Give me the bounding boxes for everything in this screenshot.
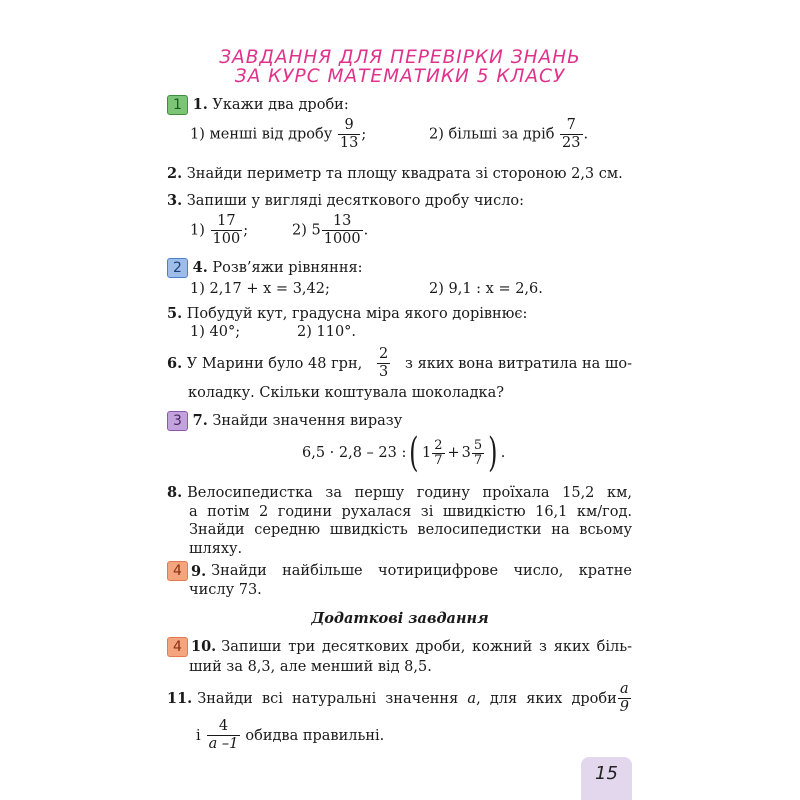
task-3-part-b bbox=[292, 213, 368, 248]
frac-den: 3 bbox=[379, 364, 389, 380]
punct: . bbox=[583, 126, 589, 143]
punct: ; bbox=[243, 222, 249, 239]
frac-num: 9 bbox=[338, 117, 360, 135]
mixed-1-fraction bbox=[432, 439, 444, 468]
task-9-text-1: Знайди найбільше чотирицифрове число, кратне bbox=[211, 562, 632, 579]
frac-den: 1000 bbox=[323, 231, 361, 247]
punct: . bbox=[363, 222, 369, 239]
task-1-part-a bbox=[190, 117, 366, 152]
label: 1) bbox=[190, 222, 205, 239]
fraction-4-a-1 bbox=[207, 718, 241, 753]
frac-num: 17 bbox=[211, 213, 243, 231]
fraction-2-3 bbox=[377, 346, 390, 381]
frac-num: 2 bbox=[379, 346, 389, 362]
task-7-text: Знайди значення виразу bbox=[212, 413, 403, 429]
frac-den: 23 bbox=[562, 135, 581, 151]
fraction-7-23 bbox=[560, 117, 582, 152]
task-10 bbox=[167, 637, 632, 677]
task-4-part-b: 2) 9,1 : x = 2,6. bbox=[429, 281, 543, 297]
mixed-2-fraction bbox=[472, 439, 484, 468]
frac-num: 2 bbox=[434, 437, 443, 453]
mixed-1-whole: 1 bbox=[421, 445, 432, 461]
punct: ; bbox=[361, 126, 367, 143]
task-6 bbox=[167, 346, 632, 401]
page-number-tab bbox=[581, 757, 632, 800]
fraction-9-13 bbox=[338, 117, 360, 152]
task-1-text: Укажи два дроби: bbox=[212, 97, 349, 113]
frac-num: a bbox=[618, 681, 631, 699]
plus-sign: + bbox=[447, 445, 460, 461]
task-8-text-3: Знайди середню швидкість велосипедистки на всьому bbox=[189, 522, 632, 538]
task-9-number: 9. bbox=[191, 562, 207, 580]
punct: . bbox=[500, 445, 506, 461]
page-title-line2: ЗА КУРС МАТЕМАТИКИ 5 КЛАСУ bbox=[234, 66, 566, 87]
task-2-text: Знайди периметр та площу квадрата зі стороною 2,3 см. bbox=[186, 166, 623, 182]
fraction-17-100 bbox=[211, 213, 243, 248]
left-paren: ( bbox=[409, 430, 419, 476]
task-8-text-2: а потім 2 години рухалася зі швидкістю 16,1 км/год. bbox=[189, 503, 632, 520]
frac-den: 7 bbox=[434, 452, 443, 468]
frac-num: 4 bbox=[207, 718, 241, 736]
frac-den: a –1 bbox=[208, 736, 239, 752]
task-9-line1 bbox=[167, 561, 632, 581]
task-5-text: Побудуй кут, градусна міра якого дорівнює: bbox=[186, 306, 528, 322]
task-4-text: Розв’яжи рівняння: bbox=[212, 260, 363, 276]
frac-den: 9 bbox=[619, 699, 629, 715]
level-badge-3: 3 bbox=[167, 411, 188, 431]
task-2 bbox=[167, 165, 623, 182]
task-11 bbox=[167, 681, 632, 753]
task-1-part-b bbox=[429, 117, 588, 152]
task-5-header bbox=[167, 305, 527, 322]
label: 2) 5 bbox=[292, 222, 321, 239]
task-8-number: 8. bbox=[167, 484, 183, 501]
task-9 bbox=[167, 561, 632, 600]
task-3-part-a bbox=[190, 213, 248, 248]
task-6-line2: коладку. Скільки коштувала шоколадка? bbox=[188, 385, 504, 401]
task-10-line1 bbox=[167, 637, 632, 657]
task-1-number: 1. bbox=[192, 96, 208, 113]
level-badge-2: 2 bbox=[167, 258, 188, 278]
mixed-2-whole: 3 bbox=[461, 445, 471, 461]
task-4-part-a: 1) 2,17 + x = 3,42; bbox=[190, 281, 330, 297]
conjunction: і bbox=[196, 727, 201, 744]
task-3-text: Запиши у вигляді десяткового дробу число: bbox=[186, 193, 525, 209]
task-10-text-1: Запиши три десяткових дроби, кожний з яких біль- bbox=[221, 639, 632, 655]
frac-den: 7 bbox=[473, 452, 483, 468]
frac-num: 13 bbox=[322, 213, 363, 231]
task-8-line1 bbox=[167, 484, 632, 503]
task-1-a-text: 1) менші від дробу bbox=[190, 126, 333, 143]
task-2-number: 2. bbox=[167, 165, 183, 182]
task-1-header bbox=[167, 95, 349, 115]
frac-den: 13 bbox=[339, 135, 359, 151]
page-title-line1: ЗАВДАННЯ ДЛЯ ПЕРЕВІРКИ ЗНАНЬ bbox=[219, 47, 581, 68]
page-number: 15 bbox=[595, 763, 618, 784]
task-11-number: 11. bbox=[167, 690, 193, 707]
task-10-text-2: ший за 8,3, але менший від 8,5. bbox=[189, 659, 432, 675]
level-badge-4: 4 bbox=[167, 637, 188, 657]
task-11-text-2: обидва правильні. bbox=[245, 727, 385, 744]
frac-num: 5 bbox=[473, 437, 483, 453]
fraction-a-9 bbox=[618, 681, 631, 716]
fraction-13-1000 bbox=[322, 213, 363, 248]
task-6-number: 6. bbox=[167, 355, 183, 372]
task-7-number: 7. bbox=[192, 412, 208, 429]
level-badge-1: 1 bbox=[167, 95, 188, 115]
task-11-line2 bbox=[196, 718, 632, 753]
right-paren: ) bbox=[488, 430, 498, 476]
task-5-part-b: 2) 110°. bbox=[297, 324, 357, 340]
task-5-number: 5. bbox=[167, 305, 183, 322]
task-3-number: 3. bbox=[167, 192, 183, 209]
task-8-text-1: Велосипедистка за першу годину проїхала 15,2 км, bbox=[187, 485, 632, 501]
task-10-number: 10. bbox=[191, 638, 217, 655]
level-badge-4: 4 bbox=[167, 561, 188, 581]
task-11-line1 bbox=[167, 681, 632, 716]
task-3-header bbox=[167, 192, 524, 209]
task-6-line1 bbox=[167, 346, 632, 381]
task-8-text-4: шляху. bbox=[189, 540, 243, 557]
task-8 bbox=[167, 484, 632, 558]
task-4-header bbox=[167, 258, 363, 278]
task-9-text-2: числу 73. bbox=[189, 582, 262, 598]
task-7-header bbox=[167, 411, 402, 431]
frac-den: 100 bbox=[212, 231, 241, 247]
extra-tasks-heading: Додаткові завдання bbox=[311, 610, 489, 627]
task-4-number: 4. bbox=[192, 259, 208, 276]
frac-num: 7 bbox=[560, 117, 582, 135]
task-6-text-after: з яких вона витратила на шо- bbox=[405, 355, 632, 372]
task-5-part-a: 1) 40°; bbox=[190, 324, 241, 340]
expr-start: 6,5 · 2,8 – 23 : bbox=[302, 445, 407, 461]
task-7-expression bbox=[302, 432, 505, 474]
task-6-text-before: У Марини було 48 грн, bbox=[186, 356, 363, 372]
task-11-text-1: Знайди всі натуральні значення a, для яких дроби bbox=[197, 690, 617, 707]
task-1-b-text: 2) більші за дріб bbox=[429, 126, 555, 143]
